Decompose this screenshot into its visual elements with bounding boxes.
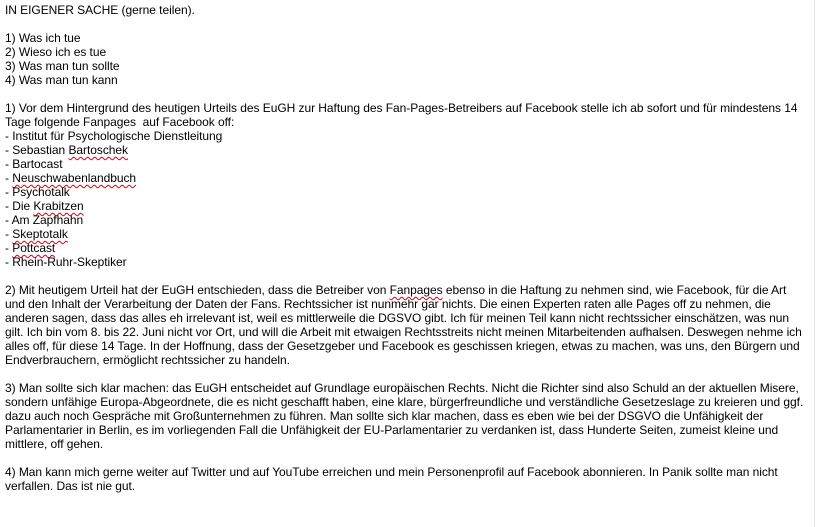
fanpage-name: Psychotalk [12,185,70,199]
section-2-line: und den Inhalt der Verarbeitung der Daten der Fans. Rechtssicher ist nunmehr gar nichts. Die einen Experten raten alle Pages off zu nehmen, die [5,297,771,311]
blank-line [5,17,810,31]
fanpage-item [5,157,810,171]
blank-line [5,451,810,465]
section-2-line: alles off, für diese 14 Tage. In der Hoffnung, dass der Gesetzgeber und Facebook es geschissen kriegen, etwas zu machen, was uns, den Bürgern und [5,339,800,353]
fanpage-item [5,241,810,255]
post-header: IN EIGENER SACHE (gerne teilen). [5,3,195,17]
section-3-line: dazu auch noch Gespräche mit Großunternehmen zu führen. Man sollte sich klar machen, dass es eben wie bei der DSGVO die Unfähigkeit der [5,409,764,423]
fanpage-list [5,129,810,269]
section-2-text: 2) Mit heutigem Urteil hat der EuGH entschieden, dass die Betreiber von [5,283,390,297]
fanpage-item [5,185,810,199]
section-2 [5,283,810,367]
blank-line [5,367,810,381]
fanpage-prefix: - Sebastian [5,143,69,157]
fanpage-item [5,171,810,185]
section-3-line: mittlere, off gehen. [5,437,104,451]
fanpage-prefix: - [5,241,13,255]
fanpage-item [5,213,810,227]
section-4-line: verfallen. Das ist nie gut. [5,479,136,493]
outline-item: 4) Was man tun kann [5,73,118,87]
section-3-line: 3) Man sollte sich klar machen: das EuGH entscheidet auf Grundlage europäischen Rechts. Nicht die Richter sind also Schuld an der aktuellen Misere, [5,381,799,395]
section-2-text: ebenso in die Haftung zu nehmen sind, wie Facebook, für die Art [442,283,787,297]
document-body [5,3,810,493]
outline-item: 1) Was ich tue [5,31,81,45]
section-3-line: sondern unfähige Europa-Abgeordnete, die es nicht geschafft haben, eine klare, bürgerfreundliche und verständliche Gesetzeslage zu kreieren und ggf. [5,395,804,409]
section-1-intro-line: Tage folgende Fanpages auf Facebook off: [5,115,235,129]
fanpage-prefix: - [5,185,13,199]
fanpage-name: Krabitzen [33,199,84,213]
fanpage-prefix: - [5,171,13,185]
fanpage-name: Bartocast [12,157,63,171]
fanpage-name: Bartoschek [68,143,128,157]
fanpage-name: Pottcast [12,241,56,255]
fanpage-item [5,255,810,269]
fanpage-name: Skeptotalk [12,227,68,241]
fanpage-name: Institut für Psychologische Dienstleitung [12,129,223,143]
section-4 [5,465,810,493]
fanpage-name: Neuschwabenlandbuch [12,171,137,185]
section-2-line: anderen sagen, dass das alles eh irrelevant ist, weil es mittlerweile die DGSVO gibt. Ich für meinen Teil kann nicht rechtssicher einschätzen, was nun [5,311,790,325]
section-4-line: 4) Man kann mich gerne weiter auf Twitter und auf YouTube erreichen und mein Personenprofil auf Facebook abonnieren. In Panik sollte man nicht [5,465,778,479]
fanpage-item [5,199,810,213]
outline-list [5,31,810,87]
section-3-line: Parlamentarier in Berlin, es im vorliegenden Fall die Unfähigkeit der EU-Parlamentarier zu verdanken ist, dass Hunderte Seiten, zumeist kleine und [5,423,779,437]
fanpage-prefix: - [5,213,12,227]
section-2-line: gilt. Ich bin vom 8. bis 22. Juni nicht vor Ort, und will die Arbeit mit etwaigen Rechtsstreits nicht meinen Mitarbeitenden aufhalsen. Deswegen nehme ich [5,325,802,339]
section-2-line: Endverbrauchern, ermöglicht rechtssicher zu handeln. [5,353,290,367]
fanpage-item [5,143,810,157]
outline-item: 3) Was man tun sollte [5,59,120,73]
section-1-intro-line: 1) Vor dem Hintergrund des heutigen Urteils des EuGH zur Haftung des Fan-Pages-Betreibers auf Facebook stelle ich ab sofort und für mindestens 14 [5,101,798,115]
fanpage-item [5,227,810,241]
blank-line [5,269,810,283]
fanpage-prefix: - [5,227,13,241]
section-2-flagged-word: Fanpages [389,283,443,297]
fanpage-prefix: - [5,129,13,143]
section-1 [5,101,810,269]
outline-item: 2) Wieso ich es tue [5,45,107,59]
fanpage-name: Rhein-Ruhr-Skeptiker [12,255,127,269]
fanpage-item [5,129,810,143]
fanpage-prefix: - [5,157,13,171]
blank-line [5,87,810,101]
fanpage-prefix: - Die [5,199,34,213]
section-2-line [5,283,810,297]
section-3 [5,381,810,451]
fanpage-name: Am Zapfhahn [11,213,84,227]
fanpage-prefix: - [5,255,13,269]
